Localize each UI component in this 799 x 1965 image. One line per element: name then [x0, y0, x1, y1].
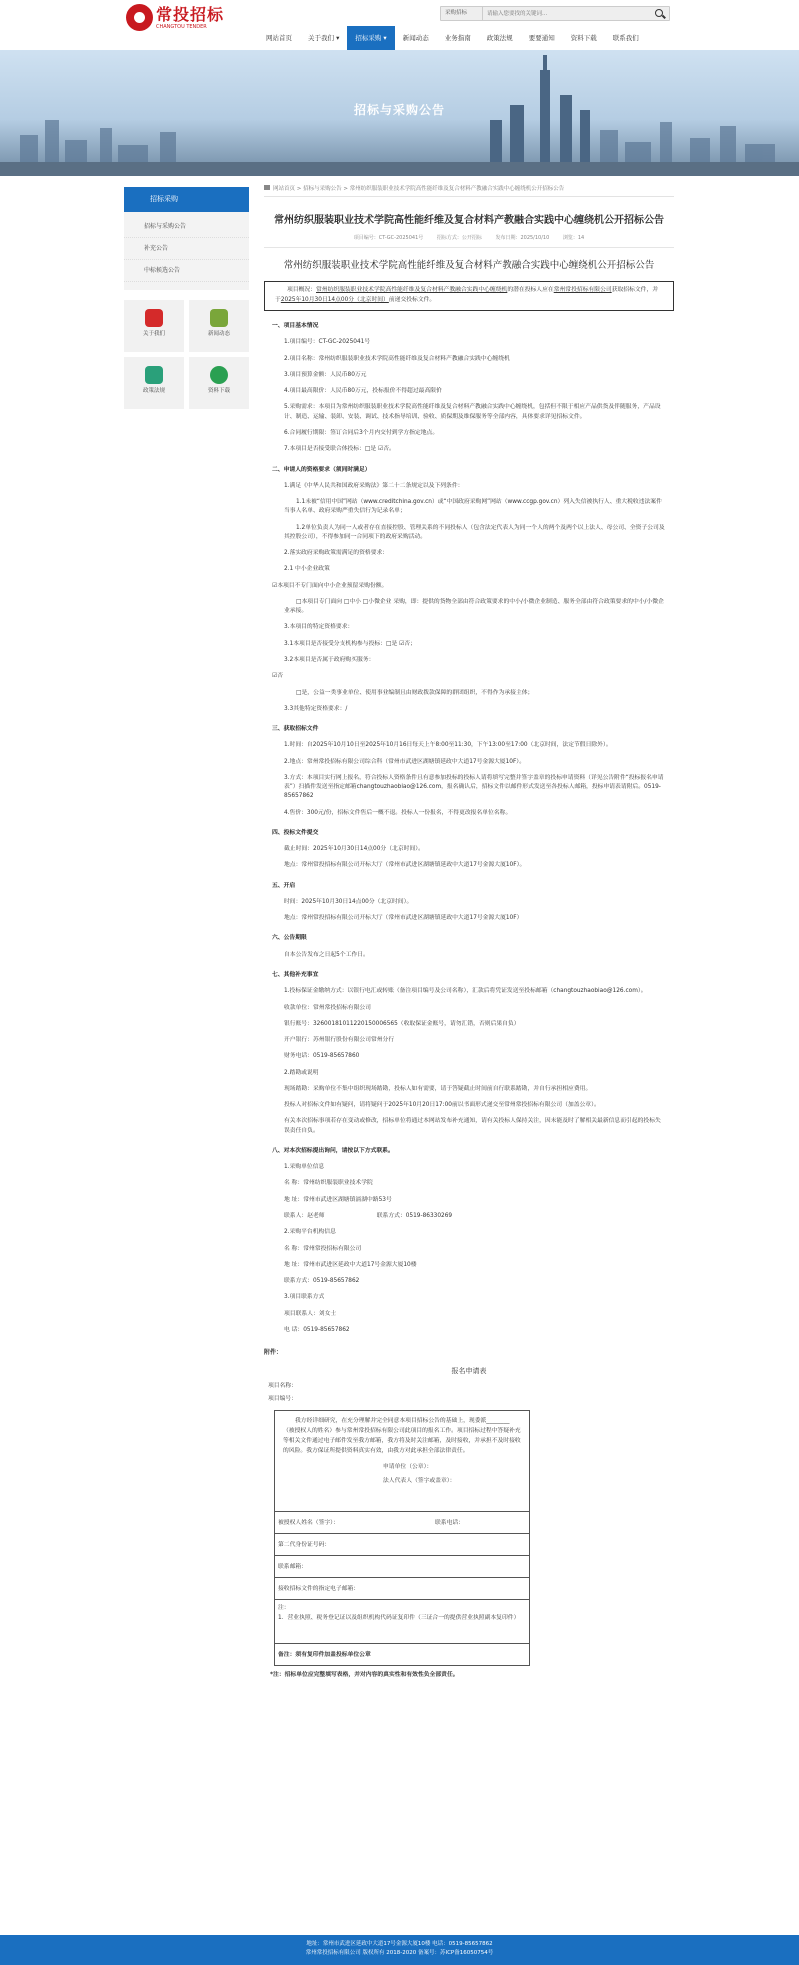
body-paragraph: 项目联系人：刘女士: [284, 1310, 337, 1317]
breadcrumb-text: 网站首页 > 招标与采购公告 > 常州纺织服装职业技术学院高性能纤维及复合材料产教融合实践中心缠绕机公开招标公告: [273, 186, 565, 192]
banner-title: 招标与采购公告: [353, 103, 445, 117]
section-heading: 六、公告期限: [272, 935, 307, 942]
body-paragraph: 3.方式：本项目实行网上报名，符合投标人资格条件且有意参加投标的投标人请将填写完整并签字盖章的投标申请资料（详见公告附件“投标报名申请表”）扫描件发送至指定邮箱changtouzhaobiao@126.com，报名确认后，招标文件以邮件形式发送至各投标人邮箱，投标申请表请附后。0519-85657862: [284, 774, 664, 800]
logo-subtext: CHANGTOU TENDER: [156, 24, 207, 30]
quick-link-news[interactable]: [189, 300, 249, 352]
form-project-name: 项目名称：: [268, 1382, 297, 1389]
nav-about[interactable]: 关于我们 ▾: [308, 34, 340, 42]
section-heading: 七、其他补充事宜: [272, 972, 319, 979]
meta-date: 发布日期：2025/10/10: [495, 234, 550, 241]
body-paragraph: 7.本项目是否接受联合体投标：□是 ☑否。: [284, 446, 395, 453]
body-paragraph: 1.时间：自2025年10月10日至2025年10月16日每天上午8:00至11:30，下午13:00至17:00（北京时间，法定节假日除外）。: [284, 742, 612, 749]
body-paragraph: 名 称：常州纺织服装职业技术学院: [284, 1180, 373, 1187]
form-label: 注：: [278, 1605, 290, 1612]
body-paragraph: 1.投标保证金缴纳方式：以银行电汇或转账（备注项目编号及公司名称），汇款后将凭证发送至投标邮箱（changtouzhaobiao@126.com）。: [284, 988, 647, 995]
project-overview-box: [264, 281, 674, 311]
quick-link-label: 新闻动态: [207, 331, 230, 337]
body-paragraph: 时间：2025年10月30日14点00分（北京时间）。: [284, 898, 413, 905]
book-icon: [145, 366, 163, 384]
attachment-label: 附件：: [264, 1349, 283, 1357]
body-paragraph: 截止时间：2025年10月30日14点00分（北京时间）。: [284, 846, 424, 853]
body-paragraph: 3.项目预算金额：人民币80万元: [284, 371, 367, 378]
article-body: [264, 322, 674, 1335]
nav-guide[interactable]: 业务指南: [444, 34, 471, 42]
meta-views: 浏览：14: [562, 234, 585, 241]
form-sign-legal: 法人代表人（签字或盖章）：: [383, 1477, 456, 1484]
meta-method: 招标方式：公开招标: [436, 234, 482, 241]
quick-link-policy[interactable]: [124, 357, 184, 409]
article-meta: [264, 235, 674, 249]
body-paragraph: 3.3其他特定资格要求：/: [284, 705, 348, 712]
site-footer: [0, 1935, 799, 1965]
nav-download[interactable]: 资料下载: [570, 34, 597, 42]
search-bar: [440, 6, 670, 21]
body-paragraph: 2.1 中小企业政策: [284, 566, 330, 573]
section-heading: 四、投标文件提交: [272, 829, 319, 836]
sidebar: [124, 187, 249, 409]
quick-link-label: 资料下载: [207, 388, 230, 394]
sidebar-item-announcements[interactable]: 招标与采购公告: [124, 216, 249, 238]
form-label: 被授权人姓名（签字）：: [278, 1520, 339, 1527]
body-paragraph: 投标人对招标文件如有疑问，请将疑问于2025年10月20日17:00前以书面形式递交至常州常投招标有限公司（加盖公章）。: [284, 1102, 600, 1109]
body-paragraph: 3.项目联系方式: [284, 1294, 325, 1301]
meta-project-no: 项目编号：CT-GC-2025041号: [353, 234, 424, 241]
section-heading: 一、项目基本情况: [272, 323, 319, 330]
body-paragraph: 3.本项目的特定资格要求：: [284, 624, 354, 631]
intro-agency: 常州常投招标有限公司: [553, 287, 612, 294]
intro-deadline: 2025年10月30日14点00分（北京时间）: [280, 297, 389, 304]
body-paragraph: 地 址：常州市武进区延政中大道17号金源大厦10楼: [284, 1261, 417, 1268]
form-row-remark: [275, 1643, 529, 1665]
body-paragraph: 地 址：常州市武进区湖塘镇滆湖中路53号: [284, 1196, 392, 1203]
body-paragraph: 电 话：0519-85657862: [284, 1326, 350, 1333]
body-paragraph: □是，公益一类事业单位、使用事业编制且由财政拨款保障的群团组织，不得作为承接主体；: [296, 689, 534, 696]
page-banner: [0, 50, 799, 176]
body-paragraph: ☑否: [272, 673, 283, 680]
breadcrumb[interactable]: [264, 185, 674, 197]
body-paragraph: 2.地点：常州常投招标有限公司综合科（常州市武进区湖塘镇延政中大道17号金源大厦10F）。: [284, 758, 526, 765]
form-row-notes: [275, 1599, 529, 1643]
form-note-text: 1．营业执照、税务登记证以及组织机构代码证复印件（三证合一的提供营业执照副本复印件）: [278, 1614, 520, 1621]
body-paragraph: 财务电话：0519-85657860: [284, 1053, 360, 1060]
site-logo[interactable]: [126, 4, 225, 32]
body-paragraph: 6.合同履行期限：签订合同后3个月内交付到学方指定地点。: [284, 429, 439, 436]
quick-links: [124, 300, 249, 409]
form-label: 第二代身份证号码：: [278, 1542, 331, 1549]
body-paragraph: □本项目专门面向 □中小 □小微企业 采购，即：提供的货物全部由符合政策要求的中小/小微企业制造、服务全部由符合政策要求的中小/小微企业承接。: [284, 598, 664, 615]
body-paragraph: 自本公告发布之日起5个工作日。: [284, 951, 369, 958]
search-category-select[interactable]: 采购招标: [441, 7, 483, 20]
intro-text: 的潜在投标人应在: [507, 287, 554, 294]
form-label: 备注：须有复印件加盖投标单位公章: [278, 1652, 371, 1659]
body-paragraph: 1.2单位负责人为同一人或者存在直接控股、管理关系的不同投标人（包含法定代表人为同一个人的两个及两个以上法人、母公司、全资子公司及其控股公司），不得参加同一合同项下的政府采购活动。: [284, 524, 665, 540]
form-label: 接收招标文件的指定电子邮箱：: [278, 1586, 360, 1593]
footer-address: 地址：常州市武进区延政中大道17号金源大厦10楼 电话：0519-85657862: [306, 1941, 493, 1947]
registration-form: [274, 1410, 530, 1666]
download-icon: [210, 366, 228, 384]
body-paragraph: 1.满足《中华人民共和国政府采购法》第二十二条规定以及下列条件：: [284, 482, 464, 489]
body-paragraph: 2.落实政府采购政策需满足的资格要求：: [284, 550, 389, 557]
form-row-email: [275, 1555, 529, 1577]
chat-icon: [210, 309, 228, 327]
form-row-authorized: [275, 1511, 529, 1533]
quick-link-download[interactable]: [189, 357, 249, 409]
quick-link-about[interactable]: [124, 300, 184, 352]
body-paragraph: 1.项目编号：CT-GC-2025041号: [284, 339, 371, 346]
body-paragraph: 3.2本项目是否属于政府购买服务：: [284, 656, 375, 663]
quick-link-label: 政策法规: [142, 388, 165, 394]
body-paragraph: ☑本项目不专门面向中小企业预留采购份额。: [272, 582, 388, 589]
form-row-doc-email: [275, 1577, 529, 1599]
main-nav: [258, 26, 647, 50]
logo-mark-icon: [126, 4, 153, 31]
intro-text: 获取招标文件，并于: [275, 287, 659, 304]
body-paragraph: 开户银行：苏州银行股份有限公司常州分行: [284, 1037, 395, 1044]
body-paragraph: 3.1本项目是否接受分支机构参与投标：□是 ☑否；: [284, 640, 416, 647]
nav-tender[interactable]: 招标采购 ▾: [347, 26, 394, 50]
body-paragraph: 地点：常州常投招标有限公司开标大厅（常州市武进区湖塘镇延政中大道17号金源大厦10F）。: [284, 862, 526, 869]
nav-news[interactable]: 新闻动态: [402, 34, 429, 42]
body-paragraph: 4.售价：300元/份，招标文件售后一概不退。投标人一份报名，不得更改报名单位名称。: [284, 809, 512, 816]
sidebar-item-supplement[interactable]: 补充公告: [124, 238, 249, 260]
body-paragraph: 2.采购平台机构信息: [284, 1229, 336, 1236]
body-paragraph: 2.项目名称：常州纺织服装职业技术学院高性能纤维及复合材料产教融合实践中心缠绕机: [284, 355, 510, 362]
search-icon[interactable]: [655, 9, 663, 17]
intro-project: 常州纺织服装职业技术学院高性能纤维及复合材料产教融合实践中心缠绕机: [316, 287, 508, 294]
body-paragraph: 有关本次招标事项若存在变动或修改，招标单位将通过本网站发布补充通知，请有关投标人保持关注，因未能及时了解相关最新信息而引起的投标失误责任自负。: [284, 1118, 661, 1134]
form-row-id: [275, 1533, 529, 1555]
nav-home[interactable]: 网站首页: [266, 34, 292, 42]
footer-copyright: 常州常投招标有限公司 版权所有 2018-2020 备案号：苏ICP备16050754号: [305, 1949, 494, 1956]
article-title: 常州纺织服装职业技术学院高性能纤维及复合材料产教融合实践中心缠绕机公开招标公告: [274, 215, 664, 226]
form-project-no: 项目编号：: [268, 1396, 297, 1403]
sidebar-menu: [124, 212, 249, 290]
nav-contact[interactable]: 联系我们: [612, 34, 639, 42]
people-icon: [145, 309, 163, 327]
body-paragraph: 4.项目最高限价：人民币80万元，投标报价不得超过最高限价: [284, 388, 442, 395]
nav-notice[interactable]: 要要通知: [528, 34, 555, 42]
section-heading: 八、对本次招标提出询问，请按以下方式联系。: [272, 1147, 394, 1154]
sidebar-heading: 招标采购: [124, 187, 249, 212]
nav-policy[interactable]: 政策法规: [486, 34, 513, 42]
form-label: 联系电话：: [435, 1520, 464, 1527]
body-paragraph: 1.采购单位信息: [284, 1164, 325, 1171]
body-paragraph: 现场踏勘：采购单位不集中组织现场踏勘，投标人如有需要，请于答疑截止时间前自行联系踏勘，并自行承担相应费用。: [284, 1085, 592, 1092]
intro-text: 前递交投标文件。: [388, 297, 436, 304]
form-sign-unit: 申请单位（公章）：: [383, 1463, 433, 1470]
form-title: 报名申请表: [451, 1367, 487, 1376]
logo-text: 常投招标: [156, 5, 225, 24]
home-icon: [264, 185, 270, 190]
search-input[interactable]: [487, 7, 647, 20]
section-heading: 五、开启: [272, 882, 296, 889]
body-paragraph: 地点：常州常投招标有限公司开标大厅（常州市武进区湖塘镇延政中大道17号金源大厦10F）: [284, 915, 523, 922]
body-paragraph: 联系人：赵老师 联系方式：0519-86330269: [284, 1213, 453, 1219]
article-heading: 常州纺织服装职业技术学院高性能纤维及复合材料产教融合实践中心缠绕机公开招标公告: [283, 260, 655, 272]
section-heading: 二、申请人的资格要求（须同时满足）: [272, 466, 371, 473]
quick-link-label: 关于我们: [142, 331, 165, 337]
sidebar-item-candidates[interactable]: 中标候选公告: [124, 260, 249, 282]
body-paragraph: 收款单位：常州常投招标有限公司: [284, 1004, 371, 1011]
section-heading: 三、获取招标文件: [272, 726, 319, 733]
body-paragraph: 银行账号：32600181011220150006565（收取保证金账号，请勿汇错，否则后果自负）: [284, 1020, 520, 1027]
article-main: [264, 185, 674, 1680]
body-paragraph: 1.1未被“信用中国”网站（www.creditchina.gov.cn）或“中国政府采购网”网站（www.ccgp.gov.cn）列入失信被执行人、重大税收违法案件当事人名单、政府采购严重失信行为记录名单；: [284, 499, 662, 515]
body-paragraph: 5.采购需求：本项目为常州纺织服装职业技术学院高性能纤维及复合材料产教融合实践中心缠绕机，包括但不限于相应产品供货及伴随服务，产品设计、制造、运输、装卸、安装、调试、技术指导培训、验收、质保期及维保服务等全部内容，具体要求详见招标文件。: [284, 404, 661, 420]
form-footnote: *注：招标单位应完整填写表格，并对内容的真实性和有效性负全部责任。: [270, 1672, 459, 1679]
intro-text: 项目概况：: [287, 287, 316, 294]
site-header: [0, 0, 799, 50]
body-paragraph: 名 称：常州常投招标有限公司: [284, 1245, 362, 1252]
form-label: 联系邮箱：: [278, 1564, 307, 1571]
body-paragraph: 2.踏勘或说明: [284, 1069, 319, 1076]
body-paragraph: 联系方式：0519-85657862: [284, 1278, 360, 1285]
form-declaration-text: 我方经详细研究，在充分理解并完全同意本项目招标公告的基础上，现委派________（被授权人的姓名）参与常州常投招标有限公司此项目的报名工作。项目招标过程中答疑补充等相关文件通过电子邮件发至我方邮箱，我方将及时关注邮箱，及时接收，并承担不及时接收的风险。我方保证所提供资料真实有效，由我方对此承担全部法律责任。: [283, 1418, 521, 1454]
form-declaration: [275, 1411, 529, 1511]
